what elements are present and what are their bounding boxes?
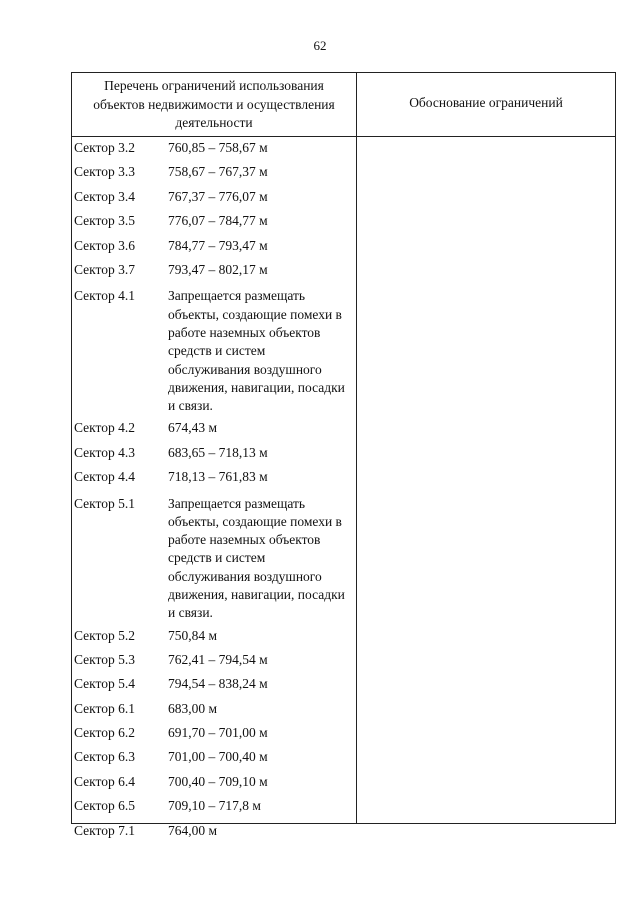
height-value: 683,00 м: [168, 700, 218, 716]
height-value: 793,47 – 802,17 м: [168, 261, 268, 277]
sector-label: Сектор 6.3: [74, 749, 136, 765]
header-line: Перечень ограничений использования: [104, 78, 324, 93]
sector-label: Сектор 6.1: [74, 700, 136, 716]
table-row: [72, 235, 356, 259]
restriction-text-line: объекты, создающие помехи в: [168, 306, 342, 322]
height-value: 794,54 – 838,24 м: [168, 676, 268, 692]
sector-label: Сектор 3.3: [74, 164, 136, 180]
restriction-text: [168, 287, 356, 415]
table-body: [72, 137, 356, 844]
sector-label: Сектор 4.3: [74, 444, 136, 460]
table-row: [72, 746, 356, 770]
height-value: 764,00 м: [168, 822, 218, 838]
restrictions-table: [71, 72, 616, 838]
column-divider: [356, 73, 357, 823]
sector-label: Сектор 3.4: [74, 188, 136, 204]
table-row: [72, 417, 356, 441]
height-value: 758,67 – 767,37 м: [168, 164, 268, 180]
table-row: [72, 649, 356, 673]
table-row: [72, 283, 356, 417]
sector-label: Сектор 5.2: [74, 627, 136, 643]
height-value: 762,41 – 794,54 м: [168, 651, 268, 667]
height-value: 701,00 – 700,40 м: [168, 749, 268, 765]
height-value: 709,10 – 717,8 м: [168, 798, 261, 814]
restriction-text-line: средств и систем: [168, 550, 266, 566]
height-value: 760,85 – 758,67 м: [168, 140, 268, 155]
restriction-text-line: Запрещается размещать: [168, 495, 306, 511]
restriction-text-line: движения, навигации, посадки: [168, 587, 345, 602]
sector-label: Сектор 6.2: [74, 725, 136, 741]
header-line: объектов недвижимости и осуществления: [93, 96, 335, 112]
table-row: [72, 186, 356, 210]
sector-label: Сектор 6.5: [74, 798, 136, 814]
height-value: 784,77 – 793,47 м: [168, 237, 268, 253]
sector-label: Сектор 3.2: [74, 140, 136, 155]
table-row: [72, 259, 356, 283]
header-restrictions-list: [72, 77, 356, 133]
restriction-text-line: работе наземных объектов: [168, 532, 321, 548]
restriction-text-line: и связи.: [168, 605, 213, 621]
height-value: 718,13 – 761,83 м: [168, 469, 268, 485]
height-value: 674,43 м: [168, 420, 218, 436]
table-row: [72, 210, 356, 234]
sector-label: Сектор 3.5: [74, 213, 136, 229]
sector-label: Сектор 5.3: [74, 651, 136, 667]
table-row: [72, 161, 356, 185]
table-row: [72, 795, 356, 819]
table-row: [72, 722, 356, 746]
sector-label: Сектор 4.4: [74, 469, 136, 485]
page-number: 62: [313, 38, 327, 53]
restriction-text-line: Запрещается размещать: [168, 288, 306, 304]
height-value: 700,40 – 709,10 м: [168, 773, 268, 789]
sector-label: Сектор 4.2: [74, 420, 136, 436]
restriction-text-line: движения, навигации, посадки: [168, 379, 345, 395]
table-header: [72, 73, 615, 137]
height-value: 767,37 – 776,07 м: [168, 188, 268, 204]
header-line: деятельности: [175, 115, 253, 130]
restriction-text-line: средств и систем: [168, 343, 266, 359]
table-row: [72, 466, 356, 490]
sector-label: Сектор 6.4: [74, 773, 136, 789]
sector-label: Сектор 7.1: [74, 822, 136, 838]
restriction-text: [168, 495, 356, 623]
sector-label: Сектор 5.1: [74, 495, 136, 511]
table-row: [72, 698, 356, 722]
restriction-text-line: объекты, создающие помехи в: [168, 513, 342, 529]
sector-label: Сектор 3.6: [74, 237, 136, 253]
sector-label: Сектор 5.4: [74, 676, 136, 692]
height-value: 691,70 – 701,00 м: [168, 725, 268, 741]
table-row: [72, 491, 356, 625]
table-row: [72, 442, 356, 466]
table-row: [72, 771, 356, 795]
restriction-text-line: обслуживания воздушного: [168, 568, 322, 584]
restriction-text-line: работе наземных объектов: [168, 324, 321, 340]
height-value: 776,07 – 784,77 м: [168, 213, 268, 229]
table-row: [72, 820, 356, 844]
table-row: [72, 137, 356, 161]
restriction-text-line: и связи.: [168, 398, 213, 414]
table-row: [72, 625, 356, 649]
header-justification: Обоснование ограничений: [409, 95, 563, 110]
sector-label: Сектор 4.1: [74, 288, 136, 304]
height-value: 683,65 – 718,13 м: [168, 444, 268, 460]
table-row: [72, 673, 356, 697]
height-value: 750,84 м: [168, 627, 218, 643]
restriction-text-line: обслуживания воздушного: [168, 361, 322, 377]
sector-label: Сектор 3.7: [74, 261, 136, 277]
